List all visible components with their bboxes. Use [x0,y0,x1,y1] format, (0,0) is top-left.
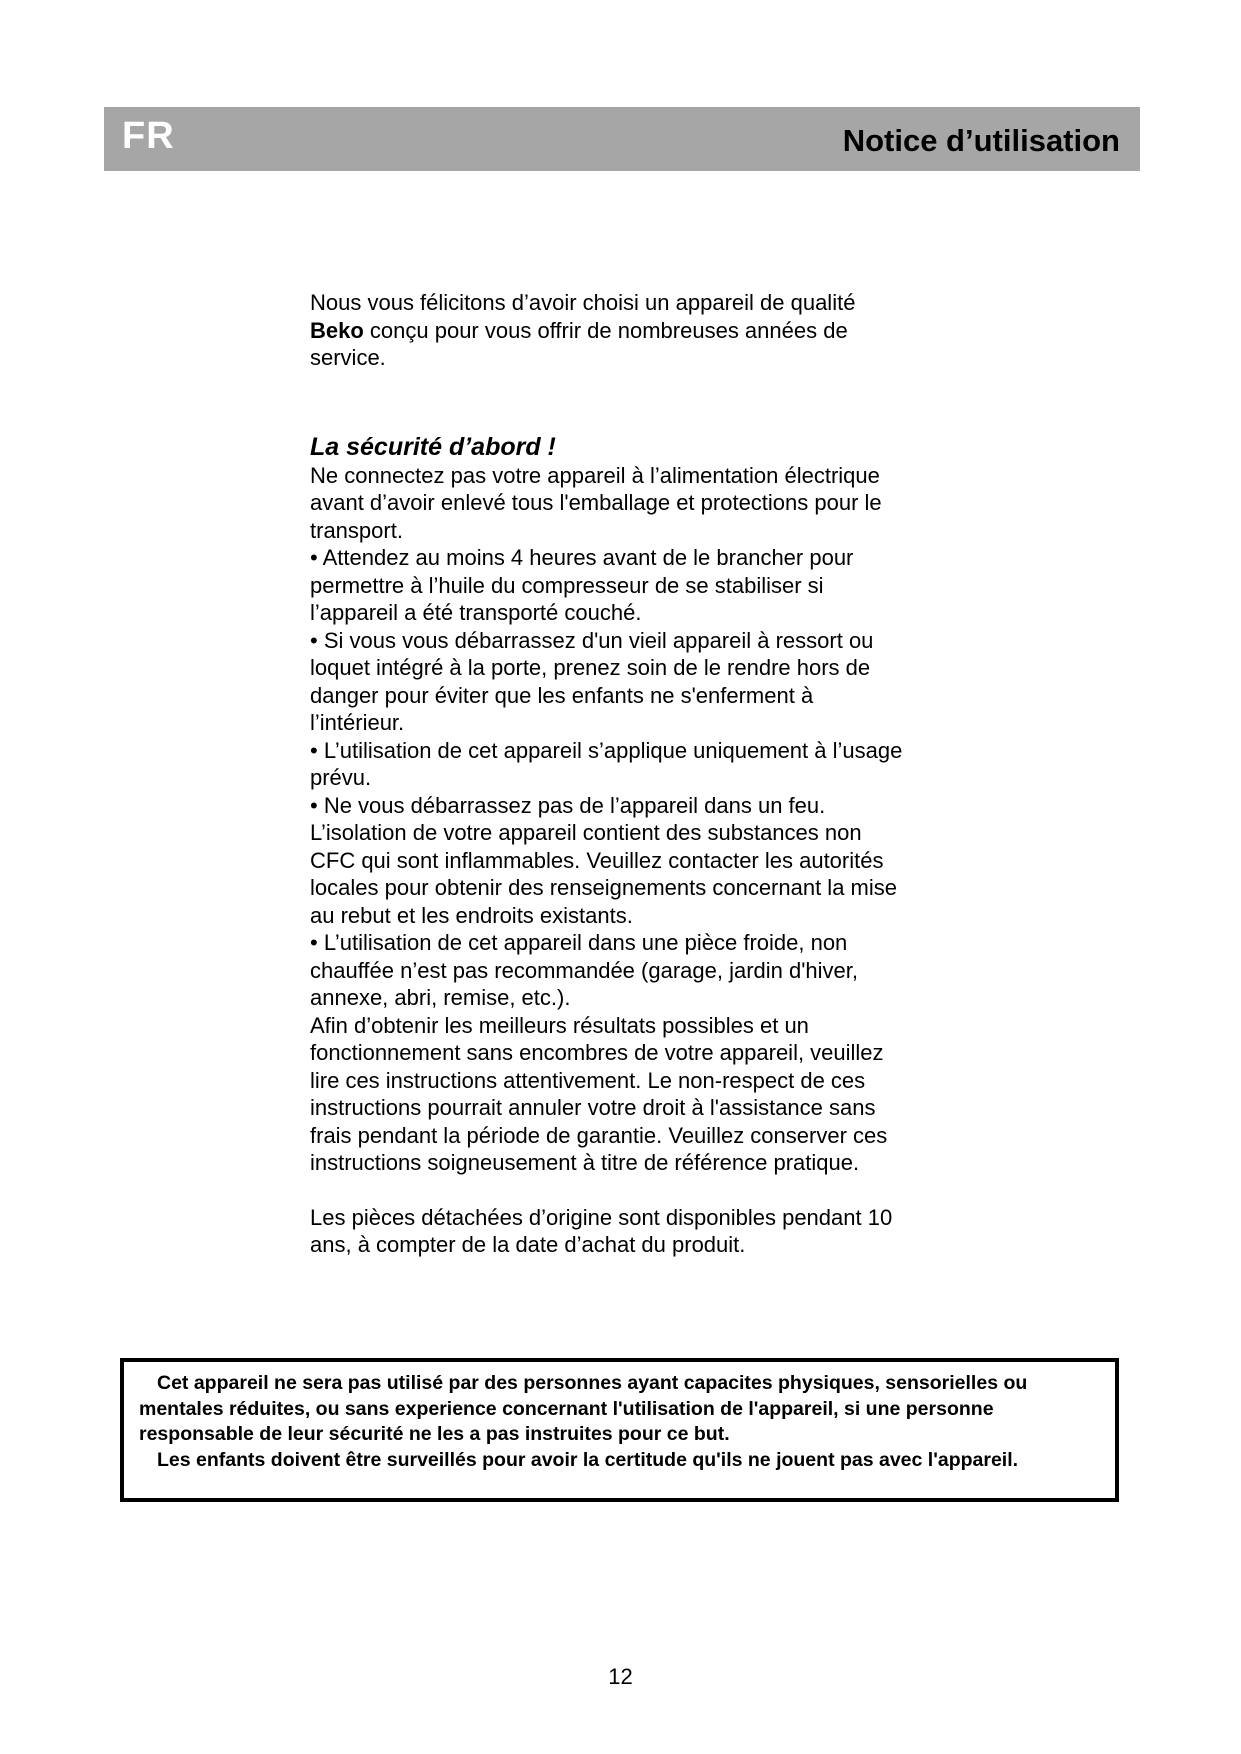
safety-paragraph-packaging: Ne connectez pas votre appareil à l’alimentation électrique avant d’avoir enlevé tous l'emballage et protections pour le transport. [310,462,882,543]
language-code: FR [122,115,175,157]
warning-box [120,1358,1119,1502]
header-bar [104,107,1140,171]
safety-bullet-wait: • Attendez au moins 4 heures avant de le brancher pour permettre à l’huile du compresseur de se stabiliser si l’appareil a été transporté couché. [310,545,854,625]
safety-bullet-fire: • Ne vous débarrassez pas de l’appareil dans un feu. L’isolation de votre appareil contient des substances non CFC qui sont inflammables. Veuillez contacter les autorités locales pour obtenir des renseignements concernant la mise au rebut et les endroits existants. [310,792,897,928]
warning-paragraph-capacities: Cet appareil ne sera pas utilisé par des personnes ayant capacites physiques, sensorielles ou mentales réduites, ou sans experience concernant l'utilisation de l'appareil, si une personne responsable de leur sécurité ne les a pas instruites pour ce but. [139,1372,1028,1445]
intro-paragraph [310,289,910,372]
page-number: 12 [608,1664,633,1689]
intro-text-after: conçu pour vous offrir de nombreuses années de service. [310,317,848,370]
spare-parts-paragraph: Les pièces détachées d’origine sont disponibles pendant 10 ans, à compter de la date d’achat du produit. [310,1204,893,1257]
intro-text-before: Nous vous félicitons d’avoir choisi un appareil de qualité [310,290,856,315]
safety-bullet-cold-room: • L’utilisation de cet appareil dans une pièce froide, non chauffée n’est pas recommandée (garage, jardin d'hiver, annexe, abri, remise, etc.). [310,930,859,1010]
safety-paragraph-instructions: Afin d’obtenir les meilleurs résultats possibles et un fonctionnement sans encombres de votre appareil, veuillez lire ces instructions attentivement. Le non-respect de ces instructions pourrait annuler votre droit à l'assistance sans frais pendant la période de garantie. Veuillez conserver ces instructions soigneusement à titre de référence pratique. [310,1012,888,1175]
main-content [310,289,910,1259]
safety-heading: La sécurité d’abord ! [310,432,556,461]
safety-bullet-disposal-lock: • Si vous vous débarrassez d'un vieil appareil à ressort ou loquet intégré à la porte, prenez soin de le rendre hors de danger pour éviter que les enfants ne s'enferment à l’intérieur. [310,627,874,735]
safety-bullet-intended-use: • L’utilisation de cet appareil s’applique uniquement à l’usage prévu. [310,737,903,790]
document-title: Notice d’utilisation [842,123,1120,158]
brand-name: Beko [310,317,364,343]
warning-paragraph-children: Les enfants doivent être surveillés pour avoir la certitude qu'ils ne jouent pas avec l'appareil. [157,1448,1019,1471]
